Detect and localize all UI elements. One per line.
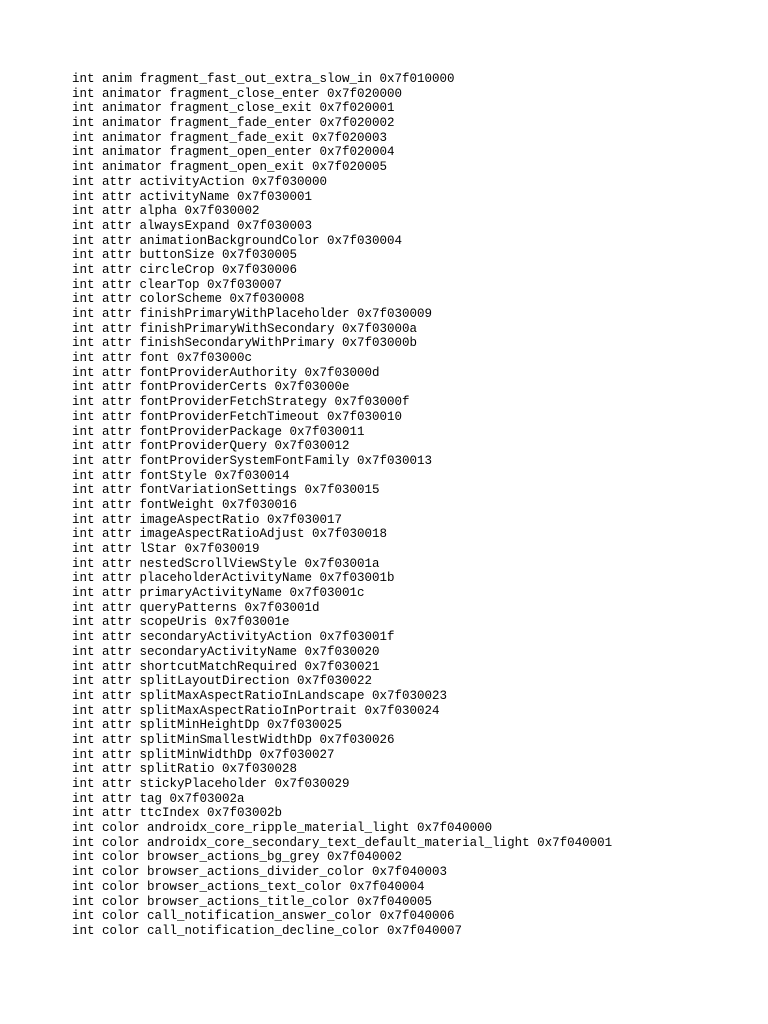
resource-line: int attr fontProviderSystemFontFamily 0x7f030013 — [72, 453, 433, 468]
resource-line: int color browser_actions_divider_color 0x7f040003 — [72, 865, 448, 880]
resource-line: int attr animationBackgroundColor 0x7f030004 — [72, 233, 403, 248]
resource-line: int color androidx_core_secondary_text_default_material_light 0x7f040001 — [72, 835, 613, 850]
resource-line: int attr splitMinSmallestWidthDp 0x7f030026 — [72, 732, 395, 747]
resource-line: int color call_notification_answer_color 0x7f040006 — [72, 909, 455, 924]
resource-line: int attr lStar 0x7f030019 — [72, 542, 260, 556]
resource-line: int attr finishPrimaryWithPlaceholder 0x7f030009 — [72, 307, 433, 321]
resource-line: int attr colorScheme 0x7f030008 — [72, 292, 305, 307]
resource-line: int color androidx_core_ripple_material_light 0x7f040000 — [72, 821, 493, 836]
resource-line: int color browser_actions_text_color 0x7f040004 — [72, 879, 425, 894]
resource-line: int attr ttcIndex 0x7f03002b — [72, 806, 283, 821]
resource-line: int attr fontProviderFetchTimeout 0x7f030010 — [72, 409, 403, 424]
resource-line: int attr shortcutMatchRequired 0x7f030021 — [72, 659, 380, 674]
resource-line: int attr fontProviderPackage 0x7f030011 — [72, 424, 365, 439]
resource-line: int attr fontStyle 0x7f030014 — [72, 468, 290, 483]
resource-line: int attr secondaryActivityAction 0x7f03001f — [72, 630, 395, 645]
resource-line: int attr finishPrimaryWithSecondary 0x7f03000a — [72, 321, 418, 336]
resource-line: int attr imageAspectRatio 0x7f030017 — [72, 512, 343, 527]
resource-line: int attr splitLayoutDirection 0x7f030022 — [72, 674, 373, 689]
resource-line: int attr splitMinWidthDp 0x7f030027 — [72, 747, 335, 762]
resource-list — [72, 72, 612, 939]
resource-line: int attr font 0x7f03000c — [72, 351, 253, 366]
resource-line: int animator fragment_fade_exit 0x7f020003 — [72, 130, 388, 145]
resource-line: int animator fragment_fade_enter 0x7f020002 — [72, 116, 395, 131]
resource-line: int animator fragment_open_enter 0x7f020004 — [72, 145, 395, 160]
resource-line: int attr clearTop 0x7f030007 — [72, 277, 283, 292]
resource-line: int attr fontProviderFetchStrategy 0x7f03000f — [72, 395, 410, 410]
resource-line: int attr nestedScrollViewStyle 0x7f03001a — [72, 556, 380, 571]
resource-line: int anim fragment_fast_out_extra_slow_in 0x7f010000 — [72, 72, 455, 86]
resource-line: int attr tag 0x7f03002a — [72, 791, 245, 806]
resource-line: int attr fontProviderQuery 0x7f030012 — [72, 439, 350, 454]
resource-line: int attr stickyPlaceholder 0x7f030029 — [72, 777, 350, 791]
resource-line: int animator fragment_open_exit 0x7f020005 — [72, 160, 388, 175]
resource-line: int color browser_actions_bg_grey 0x7f040002 — [72, 850, 403, 865]
resource-line: int attr activityName 0x7f030001 — [72, 189, 313, 204]
resource-line: int attr fontProviderCerts 0x7f03000e — [72, 380, 350, 395]
resource-line: int attr finishSecondaryWithPrimary 0x7f03000b — [72, 336, 418, 351]
resource-line: int attr circleCrop 0x7f030006 — [72, 262, 298, 277]
resource-line: int attr fontVariationSettings 0x7f030015 — [72, 483, 380, 498]
resource-line: int attr buttonSize 0x7f030005 — [72, 248, 298, 263]
resource-line: int attr alwaysExpand 0x7f030003 — [72, 218, 313, 233]
resource-line: int attr scopeUris 0x7f03001e — [72, 615, 290, 630]
resource-line: int attr fontWeight 0x7f030016 — [72, 497, 298, 512]
resource-line: int attr splitRatio 0x7f030028 — [72, 762, 298, 777]
resource-line: int color browser_actions_title_color 0x7f040005 — [72, 894, 433, 909]
resource-line: int attr activityAction 0x7f030000 — [72, 174, 328, 189]
resource-line: int animator fragment_close_exit 0x7f020001 — [72, 101, 395, 116]
resource-line: int attr secondaryActivityName 0x7f030020 — [72, 644, 380, 659]
resource-line: int attr queryPatterns 0x7f03001d — [72, 600, 320, 615]
resource-line: int color call_notification_decline_color 0x7f040007 — [72, 923, 463, 938]
resource-line: int attr imageAspectRatioAdjust 0x7f030018 — [72, 527, 388, 542]
resource-line: int attr primaryActivityName 0x7f03001c — [72, 586, 365, 601]
resource-line: int attr splitMinHeightDp 0x7f030025 — [72, 718, 343, 733]
resource-line: int attr splitMaxAspectRatioInLandscape 0x7f030023 — [72, 688, 448, 703]
resource-line: int attr splitMaxAspectRatioInPortrait 0x7f030024 — [72, 703, 440, 718]
resource-line: int animator fragment_close_enter 0x7f020000 — [72, 86, 403, 101]
resource-line: int attr placeholderActivityName 0x7f03001b — [72, 571, 395, 586]
resource-line: int attr alpha 0x7f030002 — [72, 204, 260, 219]
resource-line: int attr fontProviderAuthority 0x7f03000d — [72, 365, 380, 380]
